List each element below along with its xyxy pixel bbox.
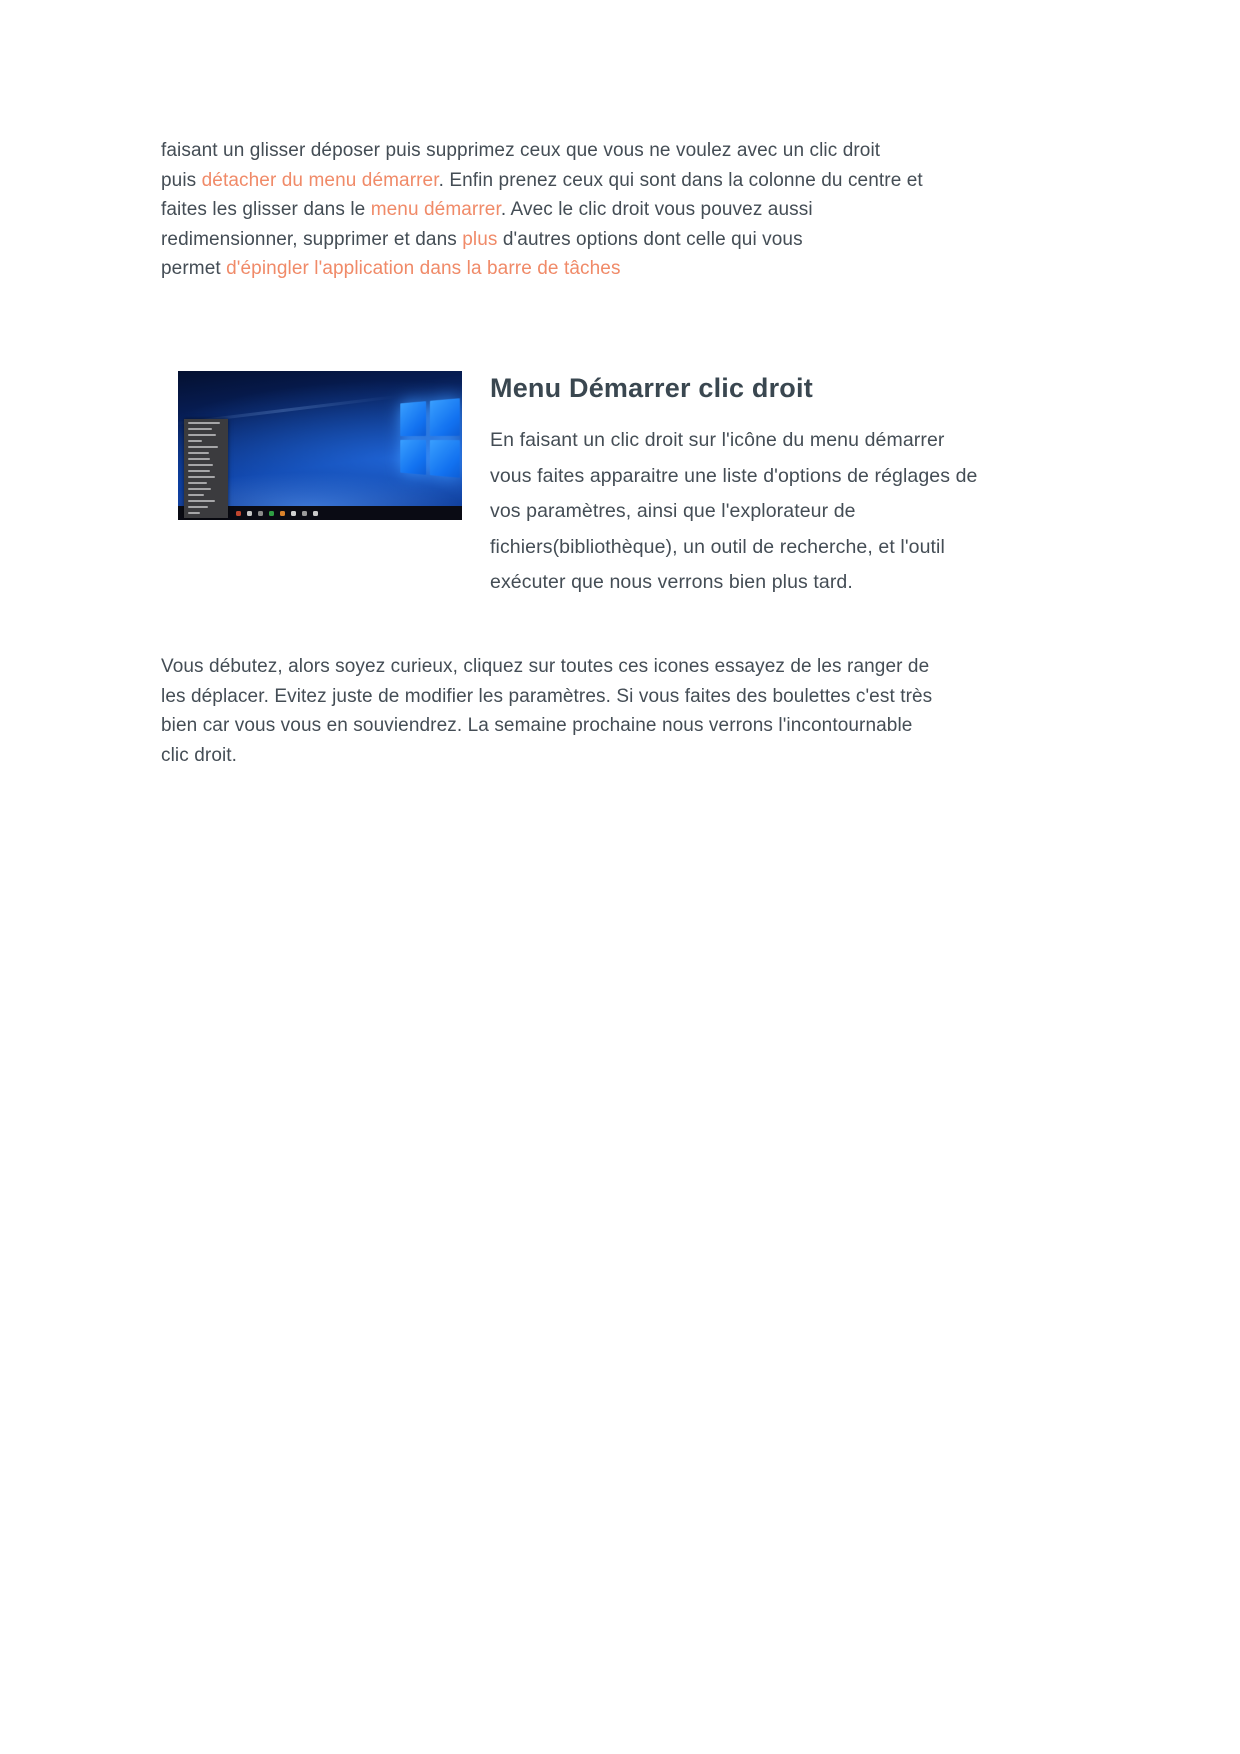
closing-paragraph <box>161 652 1001 770</box>
context-menu-item <box>188 476 215 478</box>
text-segment: clic droit. <box>161 744 238 766</box>
taskbar-app-icon <box>291 511 296 516</box>
text-segment: permet <box>161 258 227 279</box>
section-heading: Menu Démarrer clic droit <box>490 373 813 403</box>
windows-desktop-screenshot <box>178 371 462 520</box>
taskbar-app-icon <box>269 511 274 516</box>
taskbar-icons <box>236 511 318 516</box>
section-paragraph <box>490 423 1035 601</box>
taskbar-app-icon <box>258 511 263 516</box>
text-segment: les déplacer. Evitez juste de modifier les paramètres. Si vous faites des boulettes c'est très <box>161 685 933 707</box>
windows-logo-pane <box>400 401 426 436</box>
context-menu-item <box>188 458 210 460</box>
context-menu-item <box>188 446 218 448</box>
text-segment: fichiers(bibliothèque), un outil de recherche, et l'outil <box>490 535 945 558</box>
taskbar-app-icon <box>280 511 285 516</box>
context-menu-item <box>188 500 215 502</box>
text-segment: bien car vous vous en souviendrez. La semaine prochaine nous verrons l'incontournable <box>161 715 913 736</box>
inline-link[interactable]: menu démarrer <box>370 199 501 220</box>
start-context-menu <box>184 419 228 518</box>
text-segment: puis <box>161 169 202 191</box>
windows-logo-pane <box>400 440 426 475</box>
text-segment: En faisant un clic droit sur l'icône du menu démarrer <box>490 429 945 451</box>
context-menu-item <box>188 434 216 436</box>
text-segment: faisant un glisser déposer puis supprimez ceux que vous ne voulez avec un clic droit <box>161 140 881 161</box>
context-menu-item <box>188 428 212 430</box>
windows-logo-pane <box>430 440 460 478</box>
context-menu-item <box>188 452 209 454</box>
text-segment: redimensionner, supprimer et dans <box>161 228 463 250</box>
intro-paragraph <box>161 136 981 284</box>
context-menu-item <box>188 494 204 496</box>
text-segment: . Avec le clic droit vous pouvez aussi <box>500 199 813 220</box>
inline-link[interactable]: détacher du menu démarrer <box>201 169 439 191</box>
text-segment: faites les glisser dans le <box>161 199 371 220</box>
context-menu-item <box>188 422 220 424</box>
taskbar-app-icon <box>313 511 318 516</box>
context-menu-item <box>188 482 207 484</box>
text-segment: exécuter que nous verrons bien plus tard. <box>490 571 853 593</box>
context-menu-item <box>188 488 211 490</box>
inline-link[interactable]: d'épingler l'application dans la barre de tâches <box>226 258 621 279</box>
context-menu-item <box>188 440 202 442</box>
inline-link[interactable]: plus <box>462 228 498 250</box>
taskbar-app-icon <box>302 511 307 516</box>
taskbar-app-icon <box>247 511 252 516</box>
text-segment: vos paramètres, ainsi que l'explorateur de <box>490 500 856 522</box>
context-menu-item <box>188 470 210 472</box>
text-segment: Vous débutez, alors soyez curieux, cliquez sur toutes ces icones essayez de les ranger de <box>161 656 930 677</box>
text-segment: d'autres options dont celle qui vous <box>497 228 803 250</box>
windows-logo-icon <box>400 398 460 478</box>
context-menu-item <box>188 464 213 466</box>
context-menu-item <box>188 506 208 508</box>
text-segment: . Enfin prenez ceux qui sont dans la colonne du centre et <box>438 169 923 191</box>
taskbar-app-icon <box>236 511 241 516</box>
text-segment: vous faites apparaitre une liste d'options de réglages de <box>490 464 978 487</box>
context-menu-item <box>188 512 200 514</box>
windows-logo-pane <box>430 398 460 436</box>
